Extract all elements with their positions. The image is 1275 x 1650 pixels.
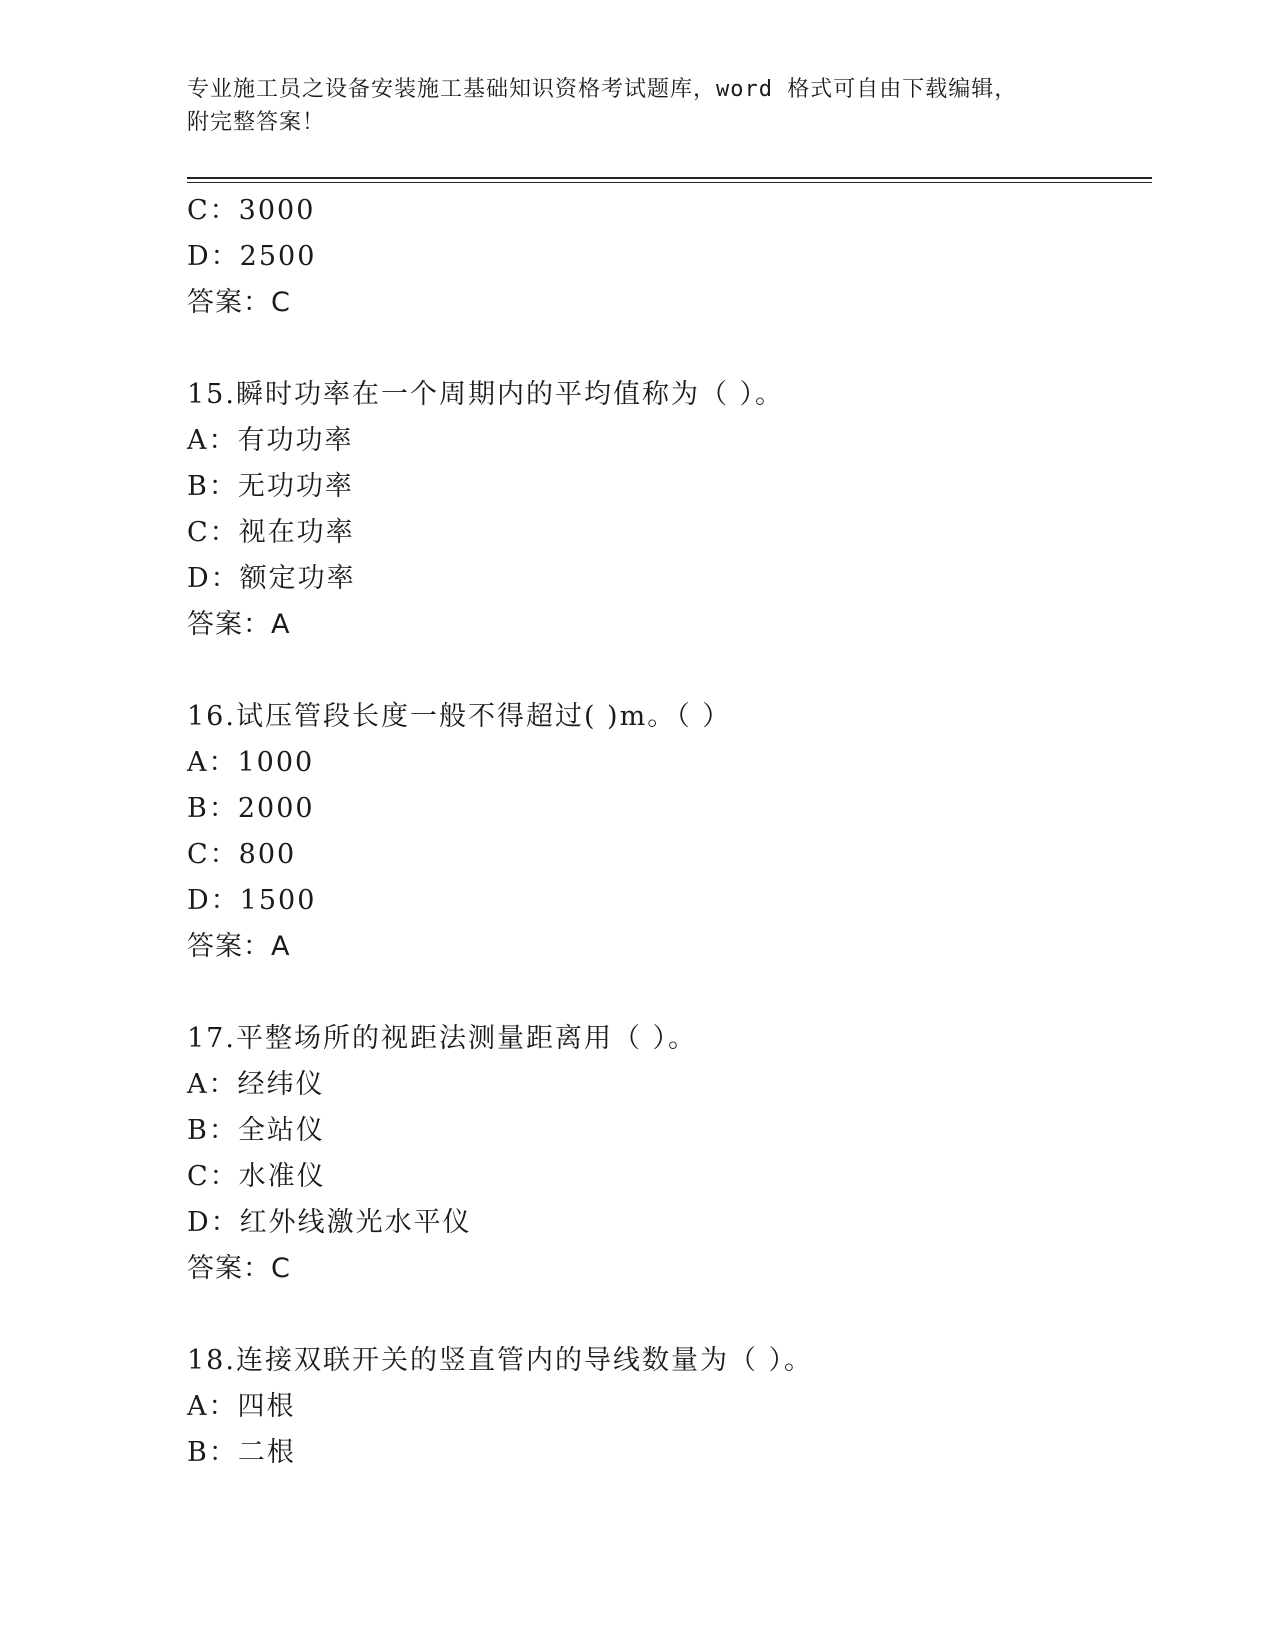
q16-question: 16.试压管段长度一般不得超过( )m。（ ）	[187, 701, 732, 732]
option-text: 二根	[237, 1437, 296, 1468]
q17-question: 17.平整场所的视距法测量距离用（ ）。	[187, 1023, 698, 1054]
q15-answer: 答案：A	[187, 609, 291, 640]
spacer	[187, 326, 1152, 372]
option-label: D：	[187, 885, 240, 916]
option-label: C：	[187, 1161, 239, 1192]
option-text: 经纬仪	[237, 1069, 325, 1100]
q18-question: 18.连接双联开关的竖直管内的导线数量为（ ）。	[187, 1345, 814, 1376]
q18-option-b	[187, 1430, 1152, 1476]
option-text: 视在功率	[238, 517, 355, 548]
option-text: 1500	[239, 885, 317, 916]
q17-answer: 答案：C	[187, 1253, 291, 1284]
option-label: C：	[187, 517, 239, 548]
option-text: 1000	[237, 747, 315, 778]
option-text: 四根	[237, 1391, 296, 1422]
option-label: C：	[187, 195, 239, 226]
header-divider-thin	[187, 182, 1152, 183]
option-label: B：	[187, 1437, 238, 1468]
q16-option-d	[187, 878, 1152, 924]
q16-option-c	[187, 832, 1152, 878]
q17-option-b	[187, 1108, 1152, 1154]
q16-option-a	[187, 740, 1152, 786]
option-text: 2000	[237, 793, 315, 824]
q17-option-c	[187, 1154, 1152, 1200]
option-label: A：	[187, 425, 238, 456]
option-label: B：	[187, 471, 238, 502]
q15-question: 15.瞬时功率在一个周期内的平均值称为（ ）。	[187, 379, 785, 410]
q14-answer: 答案：C	[187, 287, 291, 318]
q15-option-c	[187, 510, 1152, 556]
option-label: A：	[187, 747, 238, 778]
q15-option-a	[187, 418, 1152, 464]
spacer	[187, 648, 1152, 694]
spacer	[187, 970, 1152, 1016]
q18-option-a	[187, 1384, 1152, 1430]
option-label: D：	[187, 1207, 240, 1238]
option-text: 3000	[238, 195, 316, 226]
header-divider-thick	[187, 177, 1152, 179]
option-label: B：	[187, 1115, 238, 1146]
q16-answer: 答案：A	[187, 931, 291, 962]
option-label: A：	[187, 1391, 238, 1422]
question-list	[187, 188, 1152, 1476]
option-label: D：	[187, 241, 240, 272]
option-label: B：	[187, 793, 238, 824]
option-text: 无功功率	[237, 471, 354, 502]
option-text: 全站仪	[237, 1115, 325, 1146]
option-text: 红外线激光水平仪	[239, 1207, 472, 1238]
header-line-2: 附完整答案！	[187, 110, 326, 135]
option-label: D：	[187, 563, 240, 594]
header-line-1: 专业施工员之设备安装施工基础知识资格考试题库，word 格式可自由下载编辑，	[187, 77, 1018, 102]
document-header	[187, 73, 1087, 139]
option-text: 额定功率	[239, 563, 356, 594]
spacer	[187, 1292, 1152, 1338]
option-label: A：	[187, 1069, 238, 1100]
option-text: 800	[238, 839, 297, 870]
option-text: 2500	[239, 241, 317, 272]
option-label: C：	[187, 839, 239, 870]
q15-option-d	[187, 556, 1152, 602]
option-text: 水准仪	[238, 1161, 326, 1192]
q17-option-d	[187, 1200, 1152, 1246]
q17-option-a	[187, 1062, 1152, 1108]
q14-option-c	[187, 188, 1152, 234]
q14-option-d	[187, 234, 1152, 280]
q16-option-b	[187, 786, 1152, 832]
q15-option-b	[187, 464, 1152, 510]
option-text: 有功功率	[237, 425, 354, 456]
